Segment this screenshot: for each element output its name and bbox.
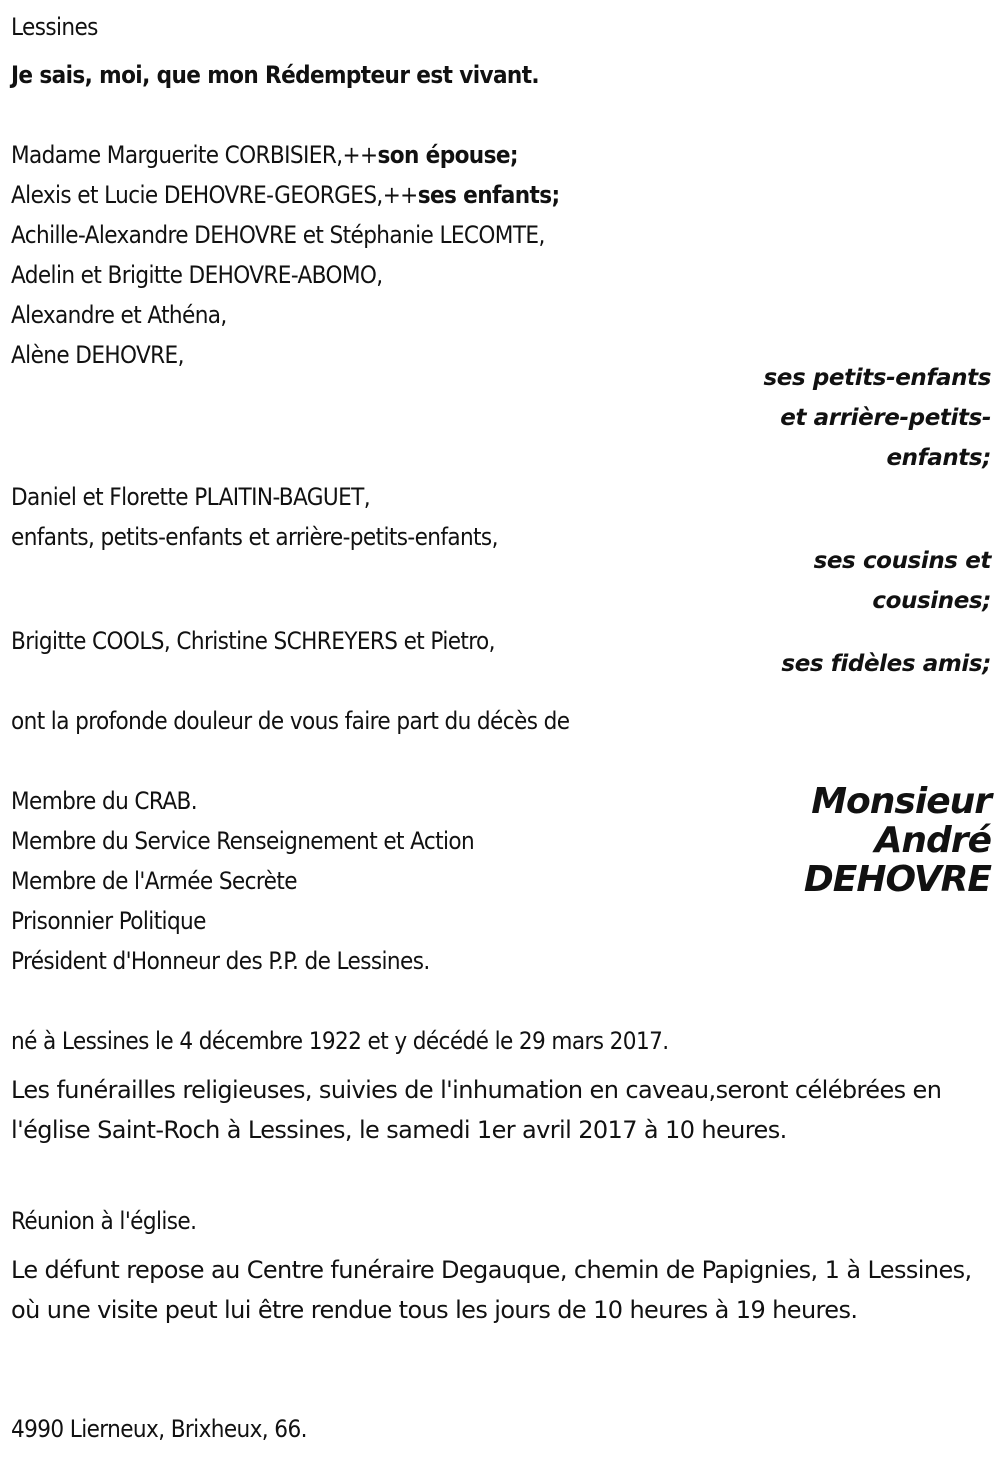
cousin-line: enfants, petits-enfants et arrière-petits-enfants,: [11, 523, 498, 551]
friends-line: Brigitte COOLS, Christine SCHREYERS et Pietro,: [11, 627, 495, 655]
visitation-info: Le défunt repose au Centre funéraire Degauque, chemin de Papignies, 1 à Lessines, où une visite peut lui être rendue tous les jours de 10 heures à 19 heures.: [11, 1256, 972, 1324]
children-line: [11, 180, 560, 210]
title-line: Président d'Honneur des P.P. de Lessines.: [11, 947, 430, 975]
children-role: ses enfants;: [417, 181, 560, 209]
location: Lessines: [11, 13, 98, 41]
verse: Je sais, moi, que mon Rédempteur est vivant.: [11, 61, 540, 89]
title-line: Membre du Service Renseignement et Action: [11, 827, 475, 855]
deceased-name: [804, 782, 991, 899]
grandchildren-role: ses petits-enfants: [763, 365, 991, 391]
deceased-name-line: Monsieur: [811, 781, 991, 822]
spouse-role: son épouse;: [377, 141, 518, 169]
spouse-line: [11, 140, 518, 170]
title-line: Prisonnier Politique: [11, 907, 206, 935]
grandchildren-role: enfants;: [886, 445, 991, 471]
children-name: Alexis et Lucie DEHOVRE-GEORGES,++: [11, 181, 418, 209]
meeting-info: Réunion à l'église.: [11, 1207, 197, 1235]
funeral-info: Les funérailles religieuses, suivies de l'inhumation en caveau,seront célébrées en l'église Saint-Roch à Lessines, le samedi 1er avril 2017 à 10 heures.: [11, 1076, 942, 1144]
cousin-line: Daniel et Florette PLAITIN-BAGUET,: [11, 483, 370, 511]
title-line: Membre du CRAB.: [11, 787, 197, 815]
title-line: Membre de l'Armée Secrète: [11, 867, 297, 895]
cousins-role: ses cousins et: [813, 548, 991, 574]
birth-death: né à Lessines le 4 décembre 1922 et y décédé le 29 mars 2017.: [11, 1027, 669, 1055]
announcement: ont la profonde douleur de vous faire part du décès de: [11, 707, 570, 735]
grandchild-line: Adelin et Brigitte DEHOVRE-ABOMO,: [11, 261, 383, 289]
address: 4990 Lierneux, Brixheux, 66.: [11, 1415, 307, 1443]
cousins-role: cousines;: [872, 588, 991, 614]
friends-role: ses fidèles amis;: [781, 651, 991, 677]
grandchild-line: Alexandre et Athéna,: [11, 301, 227, 329]
grandchildren-role: et arrière-petits-: [780, 405, 991, 431]
grandchild-line: Achille-Alexandre DEHOVRE et Stéphanie LECOMTE,: [11, 221, 545, 249]
deceased-name-line: DEHOVRE: [803, 859, 991, 900]
grandchild-line: Alène DEHOVRE,: [11, 341, 184, 369]
spouse-name: Madame Marguerite CORBISIER,++: [11, 141, 378, 169]
deceased-name-line: André: [874, 820, 991, 861]
